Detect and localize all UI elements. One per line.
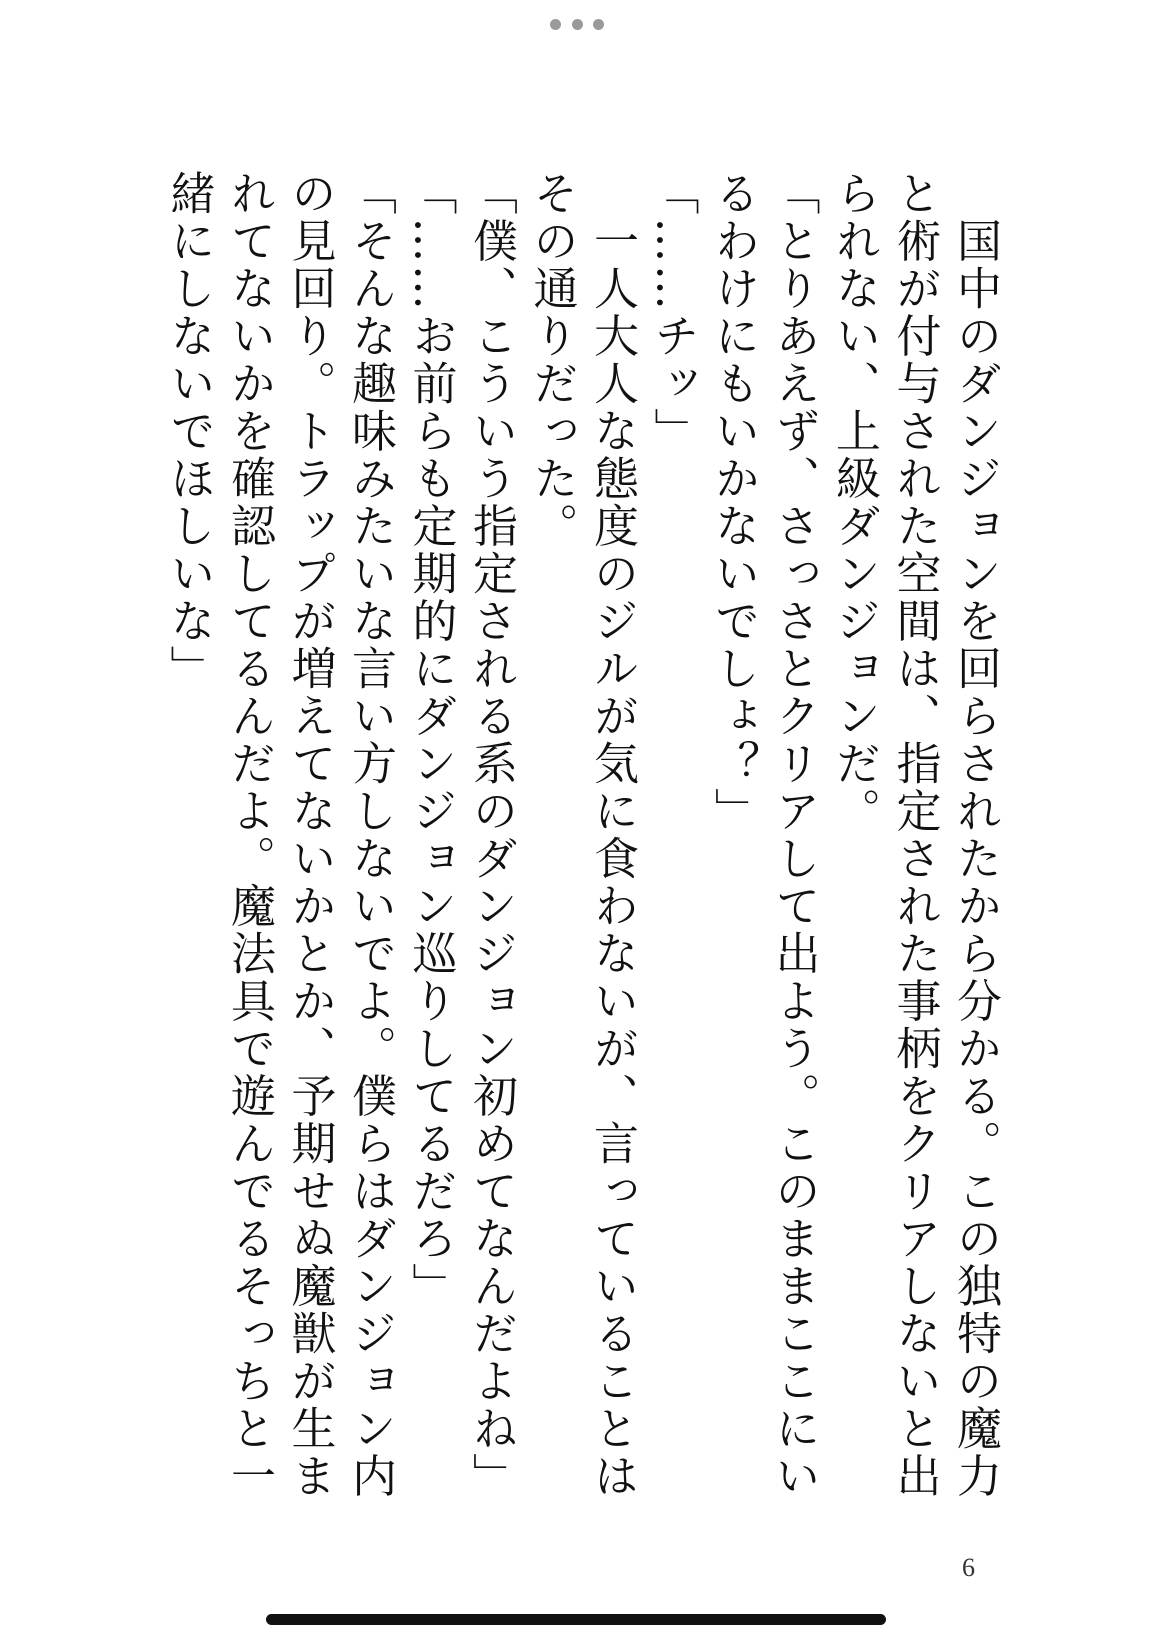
- dot: [572, 19, 583, 30]
- paragraph: 「とりあえず、さっさとクリアして出よう。このままここにいるわけにもいかないでしょ？」: [707, 170, 821, 1500]
- paragraph: 「僕、こういう指定される系のダンジョン初めてなんだよね」: [465, 170, 518, 1500]
- paragraph: 「……チッ」: [646, 170, 700, 455]
- paragraph: 「そんな趣味みたいな言い方しないでよ。僕らはダンジョン内の見回り。トラップが増えてないかとか、予期せぬ魔獣が生まれてないかを確認してるんだよ。魔法具で遊んでるそっちと一緒にしないでほしいな」: [162, 170, 397, 1500]
- paragraph: 一人大人な態度のジルが気に食わないが、言っていることはその通りだった。: [525, 170, 639, 1500]
- page-text: [158, 170, 1005, 1500]
- more-options-icon[interactable]: [550, 16, 604, 32]
- page-number: 6: [962, 1553, 975, 1582]
- dot: [550, 19, 561, 30]
- home-indicator[interactable]: [266, 1614, 886, 1625]
- dot: [593, 19, 604, 30]
- paragraph: 国中のダンジョンを回らされたから分かる。この独特の魔力と術が付与された空間は、指定された事柄をクリアしないと出られない、上級ダンジョンだ。: [828, 170, 1002, 1500]
- paragraph: 「……お前らも定期的にダンジョン巡りしてるだろ」: [404, 170, 458, 1310]
